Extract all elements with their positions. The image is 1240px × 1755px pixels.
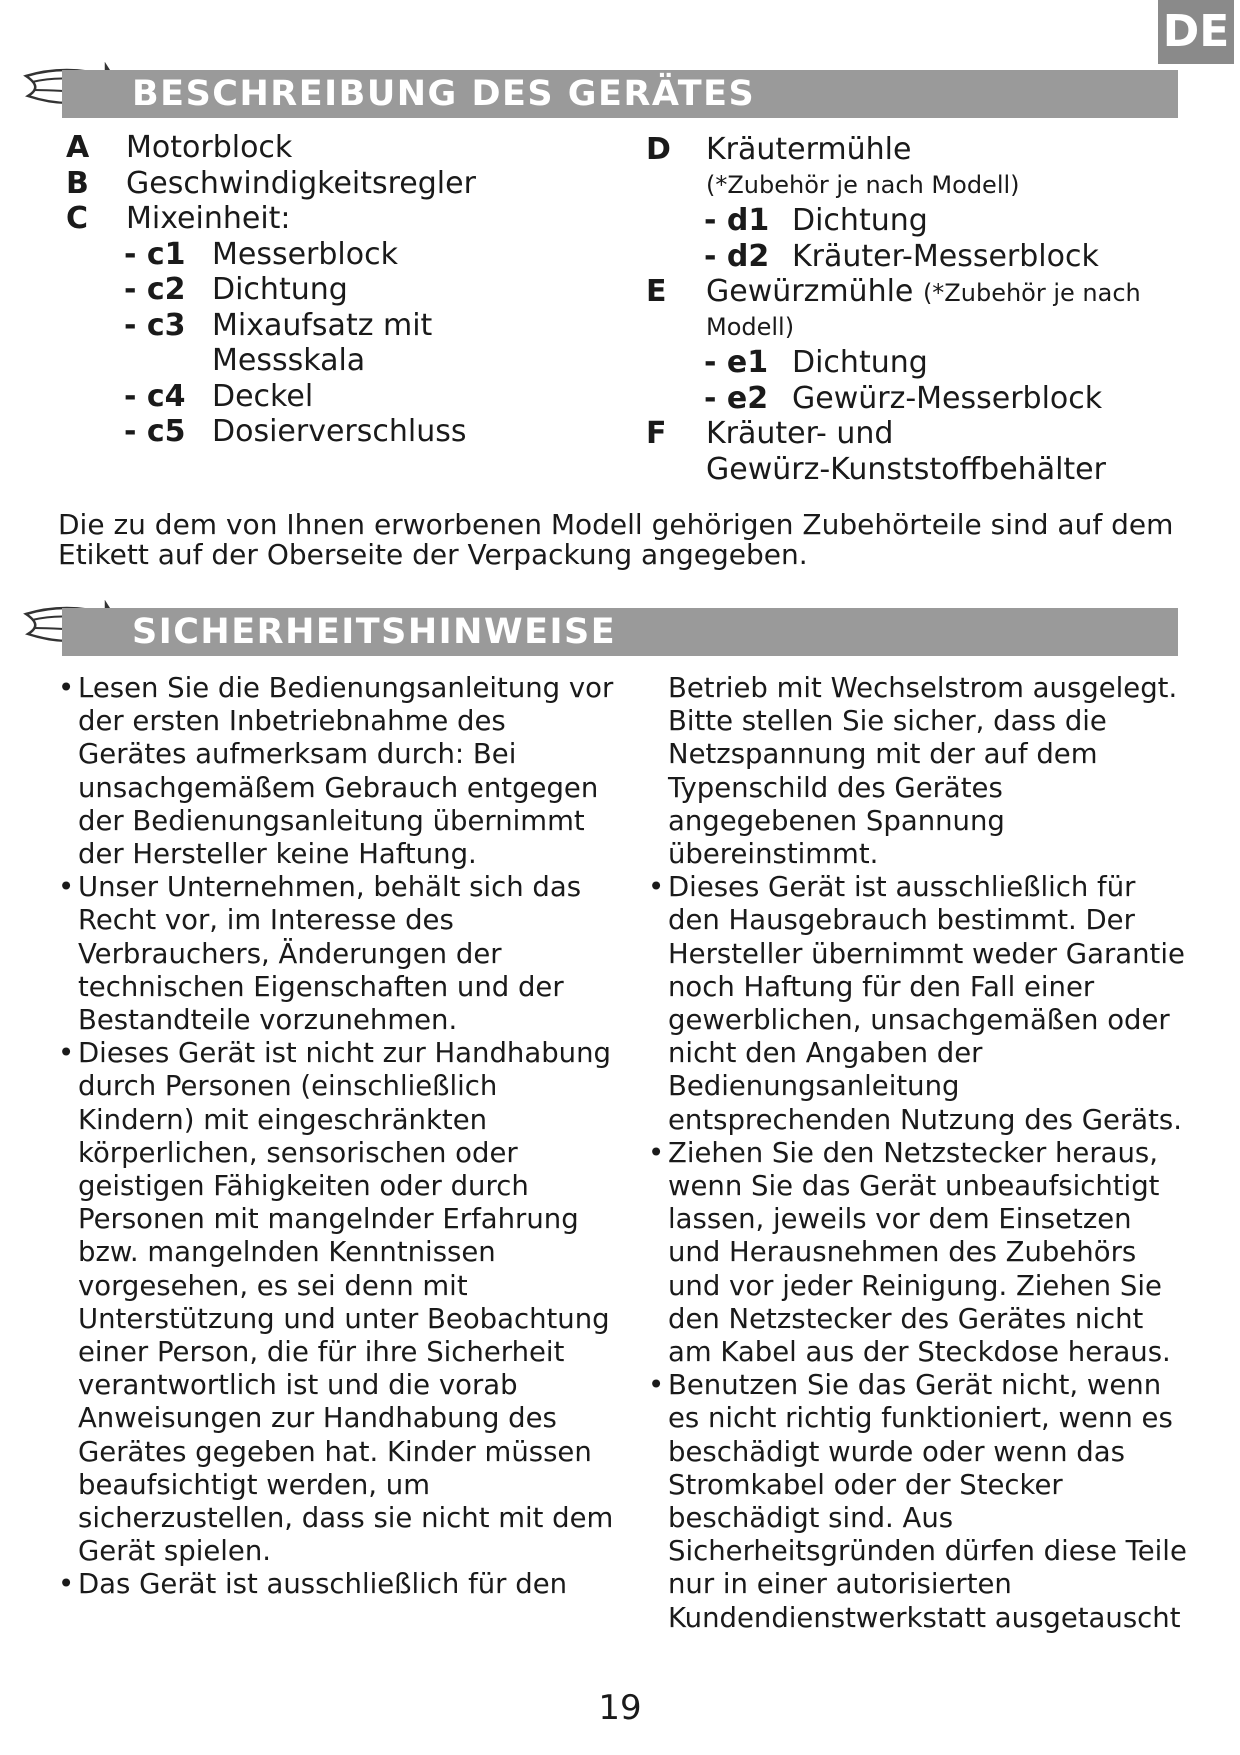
- part-label: Gewürz-Messerblock: [792, 380, 1103, 416]
- safety-item: • Lesen Sie die Bedienungsanleitung vor der ersten Inbetriebnahme des Gerätes aufmerksam durch: Bei unsachgemäßem Gebrauch entgegen der Bedienungsanleitung übernimmt der Hersteller keine Haftung.: [58, 672, 618, 871]
- list-item: [66, 414, 626, 450]
- list-item: [66, 379, 626, 415]
- part-label: Mixeinheit:: [126, 201, 291, 236]
- part-label: Gewürz-Kunststoffbehälter: [706, 451, 1106, 487]
- part-label: Geschwindigkeitsregler: [126, 165, 476, 201]
- part-label: Dichtung: [212, 272, 348, 307]
- list-item: [66, 201, 626, 237]
- part-key: B: [66, 165, 89, 201]
- safety-item: • Ziehen Sie den Netzstecker heraus, wenn Sie das Gerät unbeaufsichtigt lassen, jeweils vor dem Einsetzen und Herausnehmen des Zubehörs und vor jeder Reinigung. Ziehen Sie den Netzstecker des Gerätes nicht am Kabel aus der Steckdose heraus.: [648, 1137, 1188, 1369]
- list-item: [646, 381, 1206, 417]
- part-key: - c5: [124, 414, 186, 449]
- list-item: [66, 237, 626, 273]
- accessories-note: Die zu dem von Ihnen erworbenen Modell gehörigen Zubehörteile sind auf dem Etikett auf der Oberseite der Verpackung angegeben.: [58, 508, 1174, 571]
- part-label: Dichtung: [792, 345, 928, 380]
- part-label: [706, 274, 1141, 312]
- part-key: - c1: [124, 236, 186, 272]
- section-header-safety: [62, 608, 1178, 656]
- list-item: [66, 166, 626, 202]
- part-label: Messerblock: [212, 236, 398, 272]
- list-item: [646, 168, 1206, 204]
- parts-list-right: [646, 132, 1206, 487]
- safety-item: • Dieses Gerät ist ausschließlich für den Hausgebrauch bestimmt. Der Hersteller übernimmt weder Garantie noch Haftung für den Fall einer gewerblichen, unsachgemäßen oder nicht den Angaben der Bedienungsanleitung entsprechenden Nutzung des Geräts.: [648, 871, 1188, 1137]
- safety-item-continuation: Betrieb mit Wechselstrom ausgelegt. Bitte stellen Sie sicher, dass die Netzspannung mit der auf dem Typenschild des Gerätes angegebenen Spannung übereinstimmt.: [668, 672, 1178, 871]
- list-item: [646, 132, 1206, 168]
- part-key: - d2: [704, 238, 770, 274]
- part-key: C: [66, 201, 89, 236]
- part-label: Messskala: [212, 343, 366, 378]
- part-label: Dichtung: [792, 203, 928, 238]
- part-label: Motorblock: [126, 130, 293, 165]
- part-label: Kräuter- und: [706, 416, 894, 451]
- list-item: [646, 452, 1206, 488]
- list-item: [646, 345, 1206, 381]
- part-label: Deckel: [212, 378, 314, 414]
- safety-item: • Unser Unternehmen, behält sich das Recht vor, im Interesse des Verbrauchers, Änderungen der technischen Eigenschaften und der Bestandteile vorzunehmen.: [58, 871, 618, 1037]
- part-key: D: [646, 132, 671, 167]
- parts-list-left: [66, 130, 626, 450]
- part-label: Kräutermühle: [706, 132, 912, 167]
- part-key: A: [66, 130, 90, 165]
- part-note: (*Zubehör je nach Modell): [706, 170, 1020, 199]
- list-item: [66, 130, 626, 166]
- safety-item: • Dieses Gerät ist nicht zur Handhabung durch Personen (einschließlich Kindern) mit eingeschränkten körperlichen, sensorischen oder geistigen Fähigkeiten oder durch Personen mit mangelnder Erfahrung bzw. mangelnden Kenntnissen vorgesehen, es sei denn mit Unterstützung und unter Beobachtung einer Person, die für ihre Sicherheit verantwortlich ist und die vorab Anweisungen zur Handhabung des Gerätes gegeben hat. Kinder müssen beaufsichtigt werden, um sicherzustellen, dass sie nicht mit dem Gerät spielen.: [58, 1037, 618, 1568]
- list-item: [646, 310, 1206, 346]
- part-key: - e1: [704, 345, 769, 380]
- language-tab: DE: [1158, 0, 1234, 64]
- part-key: E: [646, 274, 667, 309]
- safety-column-right: [648, 672, 1188, 1635]
- part-key: - c2: [124, 272, 186, 307]
- part-key: - d1: [704, 203, 770, 238]
- part-key: - c4: [124, 378, 186, 414]
- section-title: SICHERHEITSHINWEISE: [132, 612, 617, 652]
- section-header-description: [62, 70, 1178, 118]
- part-label: Mixaufsatz mit: [212, 307, 433, 343]
- list-item: [66, 343, 626, 379]
- part-key: - e2: [704, 380, 769, 416]
- part-label: Dosierverschluss: [212, 414, 467, 449]
- safety-item: • Das Gerät ist ausschließlich für den: [58, 1568, 618, 1601]
- list-item: [646, 416, 1206, 452]
- section-title: BESCHREIBUNG DES GERÄTES: [132, 74, 756, 114]
- part-label-text: Gewürzmühle: [706, 274, 914, 309]
- list-item: [66, 308, 626, 344]
- safety-column-left: [58, 672, 618, 1602]
- safety-item: • Benutzen Sie das Gerät nicht, wenn es nicht richtig funktioniert, wenn es beschädigt wurde oder wenn das Stromkabel oder der Stecker beschädigt sind. Aus Sicherheitsgründen dürfen diese Teile nur in einer autorisierten Kundendienstwerkstatt ausgetauscht: [648, 1369, 1188, 1635]
- page-number: 19: [598, 1688, 642, 1728]
- part-key: F: [646, 416, 667, 451]
- part-label: Kräuter-Messerblock: [792, 238, 1099, 274]
- list-item: [646, 239, 1206, 275]
- part-note: (*Zubehör je nach: [922, 279, 1141, 307]
- part-note: Modell): [706, 312, 795, 341]
- part-key: - c3: [124, 307, 186, 343]
- list-item: [646, 274, 1206, 310]
- list-item: [66, 272, 626, 308]
- list-item: [646, 203, 1206, 239]
